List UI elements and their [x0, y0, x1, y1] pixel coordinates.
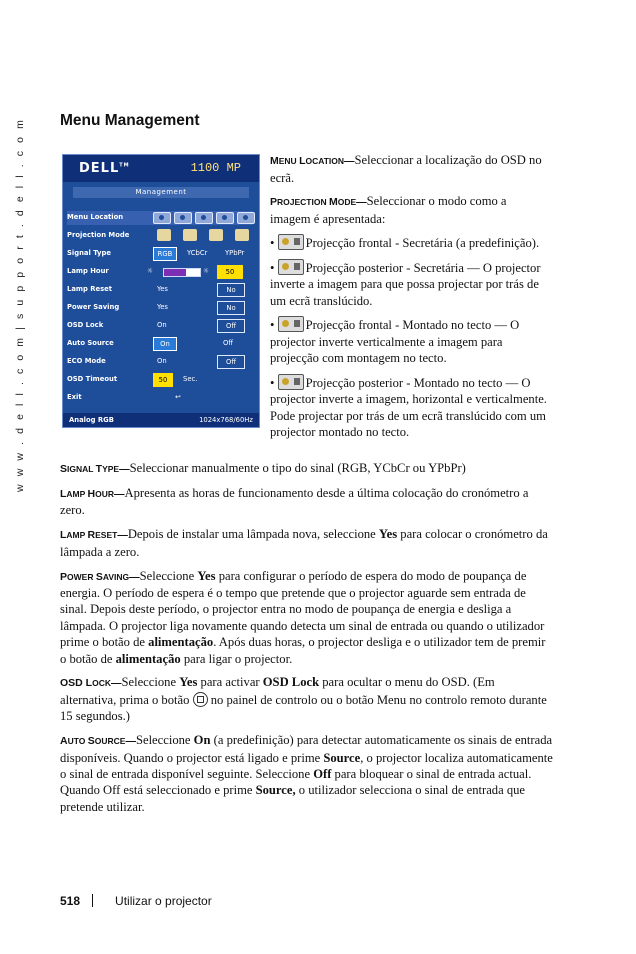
front-ceiling-icon [278, 316, 304, 332]
osd-row-eco-mode: ECO Mode On Off [67, 355, 253, 369]
front-desktop-icon [278, 234, 304, 250]
lamp-hour-bar [163, 268, 201, 277]
osd-title: Management [73, 187, 249, 198]
exit-icon: ↩ [175, 393, 181, 401]
osd-screenshot [62, 154, 260, 428]
side-url: w w w . d e l l . c o m | s u p p o r t . d e l l . c o m [14, 118, 26, 493]
signal-type-desc: SIGNAL TYPE—Seleccionar manualmente o tipo do sinal (RGB, YCbCr ou YPbPr) [60, 461, 466, 475]
lamp-hour-desc: LAMP HOUR—Apresenta as horas de funcionamento desde a última colocação do cronómetro a zero. [60, 485, 529, 518]
osd-row-lamp-reset: Lamp Reset Yes No [67, 283, 253, 297]
body-text [60, 460, 554, 823]
right-column [270, 152, 548, 448]
lamp-icon: ☼ [203, 267, 210, 275]
projection-mode-desc: PROJECTION MODE—Seleccionar o modo como a imagem é apresentada: [270, 194, 507, 226]
osd-row-osd-timeout: OSD Timeout 50 Sec. [67, 373, 253, 387]
osd-row-osd-lock: OSD Lock On Off [67, 319, 253, 333]
section-title: Utilizar o projector [115, 894, 212, 908]
bullet-item: • Projecção frontal - Montado no tecto — O projector inverte verticalmente a imagem para projecção com montagem no tecto. [270, 318, 520, 365]
osd-model: 1100 MP [190, 161, 241, 175]
projector-icon [235, 229, 249, 241]
location-icon [237, 212, 255, 224]
osd-row-auto-source: Auto Source On Off [67, 337, 253, 351]
projector-icon [157, 229, 171, 241]
osd-lock-desc: OSD LOCK—Seleccione Yes para activar OSD Lock para ocultar o menu do OSD. (Em alternativa, prima o botão no painel de controlo ou o botão Menu no controlo remoto durante 15 segundos.) [60, 675, 547, 724]
page-heading: Menu Management [60, 112, 200, 129]
page-footer [60, 894, 212, 908]
menu-button-icon [193, 692, 208, 707]
osd-row-signal-type: Signal Type RGB YCbCr YPbPr [67, 247, 253, 261]
bullet-item: • Projecção frontal - Secretária (a predefinição). [270, 236, 540, 250]
projector-icon [209, 229, 223, 241]
bullet-item: • Projecção posterior - Secretária — O projector inverte a imagem para que possa projectar por trás de um ecrã translúcido. [270, 260, 541, 308]
osd-row-projection-mode: Projection Mode [67, 229, 253, 243]
osd-row-exit: Exit ↩ [67, 393, 181, 401]
rear-desktop-icon [278, 259, 304, 275]
osd-row-power-saving: Power Saving Yes No [67, 301, 253, 315]
location-icon [195, 212, 213, 224]
page-number: 518 [60, 894, 81, 908]
location-icon [216, 212, 234, 224]
bullet-item: • Projecção posterior - Montado no tecto — O projector inverte a imagem, horizontal e verticalmente. Pode projectar por trás de um ecrã translúcido com um projector montado no tecto. [270, 375, 547, 439]
location-icon [174, 212, 192, 224]
lamp-icon: ☼ [147, 267, 154, 275]
dell-logo: DELL™ [79, 161, 130, 176]
osd-status-bar: Analog RGB 1024x768/60Hz [63, 413, 259, 427]
osd-banner [63, 155, 259, 182]
projector-icon [183, 229, 197, 241]
osd-row-lamp-hour: Lamp Hour ☼ ☼ 50 [67, 265, 253, 279]
rear-ceiling-icon [278, 374, 304, 390]
osd-row-menu-location: Menu Location [67, 211, 253, 225]
power-saving-desc: POWER SAVING—Seleccione Yes para configurar o período de espera do modo de poupança de energia. O período de espera é o tempo que pretende que o projector aguarde sem entrada de sinal. Depois deste período, o projector entra no modo de poupança de energia e desliga a lâmpada. O projector liga novamente quando detecta um sinal de entrada ou quando o utilizador prime o botão de alimentação. Após duas horas, o projector desliga e o utilizador tem de premir o botão de alimentação para ligar o projector. [60, 568, 546, 666]
menu-location-desc: MENU LOCATION—Seleccionar a localização do OSD no ecrã. [270, 153, 542, 185]
lamp-reset-desc: LAMP RESET—Depois de instalar uma lâmpada nova, seleccione Yes para colocar o cronómetro da lâmpada a zero. [60, 527, 548, 559]
location-icon [153, 212, 171, 224]
auto-source-desc: AUTO SOURCE—Seleccione On (a predefinição) para detectar automaticamente os sinais de entrada disponíveis. Quando o projector está ligado e prime Source, o projector localiza automaticamente o sinal de entrada disponível seguinte. Seleccione Off para bloquear o sinal de entrada actual. Quando Off está seleccionado e prime Source, o utilizador selecciona o sinal de entrada que pretende utilizar. [60, 733, 553, 814]
